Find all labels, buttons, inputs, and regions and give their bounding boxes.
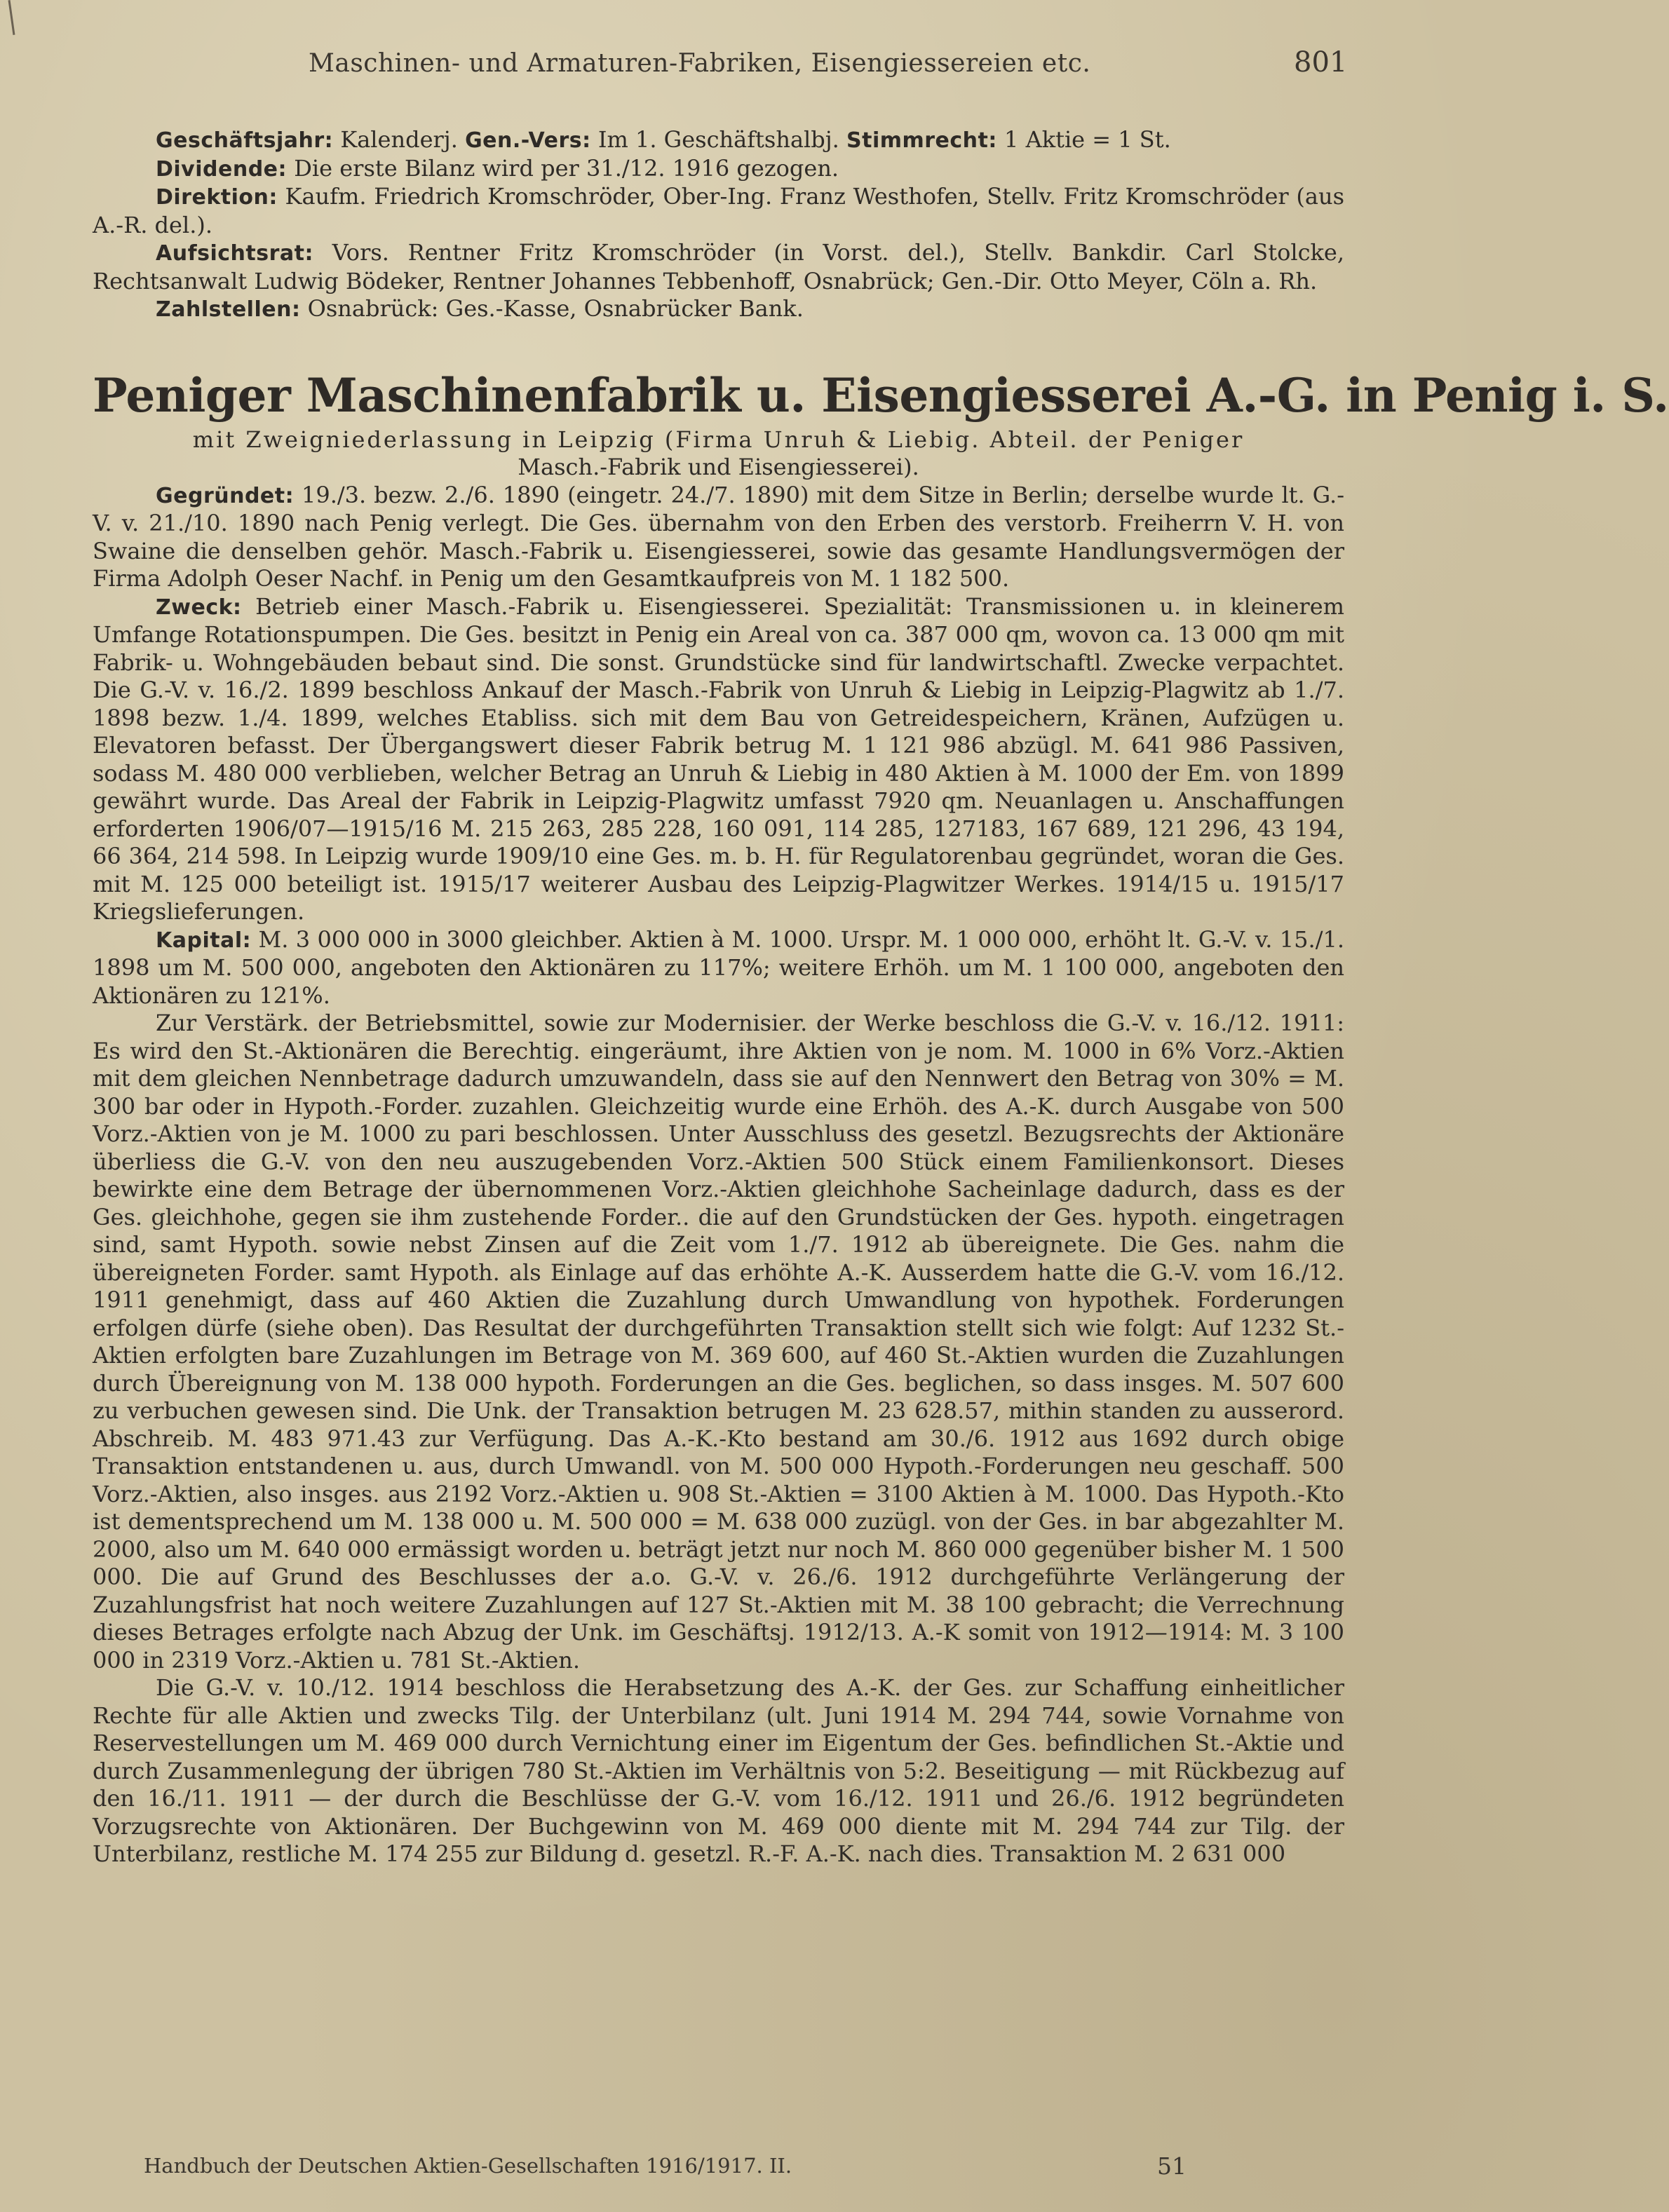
genvers-value: Im 1. Geschäftshalbj. xyxy=(590,126,846,153)
kapital-label: Kapital: xyxy=(156,928,252,953)
scan-edge-mark xyxy=(8,0,15,35)
sheet-signature: 51 xyxy=(1157,2152,1187,2180)
kapital-value: M. 3 000 000 in 3000 gleichber. Aktien à M. 1000. Urspr. M. 1 000 000, erhöht lt. G.-V. v. 15./1. 1898 um M. 500 000, angeboten den Aktionären zu 117%; weitere Erhöh. um M. 1 100 000, angeboten den Aktionären zu 121%. xyxy=(93,925,1344,1009)
zahlstellen-label: Zahlstellen: xyxy=(156,297,301,322)
page-number: 801 xyxy=(1294,46,1348,79)
company-subtitle-line2: Masch.-Fabrik und Eisengiesserei). xyxy=(518,454,919,480)
genvers-label: Gen.-Vers: xyxy=(465,128,591,153)
gegruendet-value: 19./3. bezw. 2./6. 1890 (eingetr. 24./7. 1890) mit dem Sitze in Berlin; derselbe wurde lt. G.-V. v. 21./10. 1890 nach Penig verlegt. Die Ges. übernahm von den Erben des verstorb. Freiherrn V. H. von Swaine die denselben gehör. Masch.-Fabrik u. Eisengiesserei, sowie das gesamte Handlungsvermögen der Firma Adolph Oeser Nachf. in Penig um den Gesamtkaufpreis von M. 1 182 500. xyxy=(93,481,1344,592)
zweck-label: Zweck: xyxy=(156,595,242,620)
dividende-value: Die erste Bilanz wird per 31./12. 1916 gezogen. xyxy=(287,154,839,182)
company-title: Peniger Maschinenfabrik u. Eisengiesserei A.-G. in Penig i. S. xyxy=(93,367,1669,423)
geschaeftsjahr-line xyxy=(93,126,1344,155)
direktion-label: Direktion: xyxy=(156,185,278,210)
zweck-paragraph xyxy=(93,593,1344,926)
direktion-value: Kaufm. Friedrich Kromschröder, Ober-Ing. Franz Westhofen, Stellv. Fritz Kromschröder (aus A.-R. del.). xyxy=(93,183,1344,238)
kapital-paragraph xyxy=(93,926,1344,1010)
page-body xyxy=(93,126,1669,1868)
zahlstellen-line xyxy=(93,295,1344,324)
aufsichtsrat-paragraph xyxy=(93,239,1344,295)
stimmrecht-label: Stimmrecht: xyxy=(846,128,997,153)
gegruendet-label: Gegründet: xyxy=(156,483,295,508)
aufsichtsrat-label: Aufsichtsrat: xyxy=(156,241,313,266)
company-subtitle-line1: mit Zweigniederlassung in Leipzig (Firma Unruh & Liebig. Abteil. der Peniger xyxy=(192,426,1245,453)
dividende-line xyxy=(93,155,1344,184)
herabsetzung-paragraph: Die G.-V. v. 10./12. 1914 beschloss die Herabsetzung des A.-K. der Ges. zur Schaffung einheitlicher Rechte für alle Aktien und zwecks Tilg. der Unterbilanz (ult. Juni 1914 M. 294 744, sowie Vornahme von Reservestellungen um M. 469 000 durch Vernichtung einer im Eigentum der Ges. befindlichen St.-Aktie und durch Zusammenlegung der übrigen 780 St.-Aktien im Verhältnis von 5:2. Beseitigung — mit Rückbezug auf den 16./11. 1911 — der durch die Beschlüsse der G.-V. vom 16./12. 1911 und 26./6. 1912 begründeten Vorzugsrechte von Aktionären. Der Buchgewinn von M. 469 000 diente mit M. 294 744 zur Tilg. der Unterbilanz, restliche M. 174 255 zur Bildung d. gesetzl. R.-F. A.-K. nach dies. Transaktion M. 2 631 000 xyxy=(93,1674,1344,1867)
stimmrecht-value: 1 Aktie = 1 St. xyxy=(996,126,1171,153)
gegruendet-paragraph xyxy=(93,482,1344,593)
geschaeftsjahr-label: Geschäftsjahr: xyxy=(156,128,334,153)
aufsichtsrat-value: Vors. Rentner Fritz Kromschröder (in Vorst. del.), Stellv. Bankdir. Carl Stolcke, Rechtsanwalt Ludwig Bödeker, Rentner Johannes Tebbenhoff, Osnabrück; Gen.-Dir. Otto Meyer, Cöln a. Rh. xyxy=(93,239,1344,294)
zahlstellen-value: Osnabrück: Ges.-Kasse, Osnabrücker Bank. xyxy=(300,295,804,322)
dividende-label: Dividende: xyxy=(156,156,288,182)
page-footer: Handbuch der Deutschen Aktien-Gesellschaften 1916/1917. II. xyxy=(144,2154,792,2178)
running-header: Maschinen- und Armaturen-Fabriken, Eisengiessereien etc. xyxy=(309,49,1091,78)
zweck-value: Betrieb einer Masch.-Fabrik u. Eisengiesserei. Spezialität: Transmissionen u. in kleinerem Umfange Rotationspumpen. Die Ges. besitzt in Penig ein Areal von ca. 387 000 qm, wovon ca. 13 000 qm mit Fabrik- u. Wohngebäuden bebaut sind. Die sonst. Grundstücke sind für landwirtschaftl. Zwecke verpachtet. Die G.-V. v. 16./2. 1899 beschloss Ankauf der Masch.-Fabrik von Unruh & Liebig in Leipzig-Plagwitz ab 1./7. 1898 bezw. 1./4. 1899, welches Etabliss. sich mit dem Bau von Getreidespeichern, Kränen, Aufzügen u. Elevatoren befasst. Der Übergangswert dieser Fabrik betrug M. 1 121 986 abzügl. M. 641 986 Passiven, sodass M. 480 000 verblieben, welcher Betrag an Unruh & Liebig in 480 Aktien à M. 1000 der Em. von 1899 gewährt wurde. Das Areal der Fabrik in Leipzig-Plagwitz umfasst 7920 qm. Neuanlagen u. Anschaffungen erforderten 1906/07—1915/16 M. 215 263, 285 228, 160 091, 114 285, 127183, 167 689, 121 296, 43 194, 66 364, 214 598. In Leipzig wurde 1909/10 eine Ges. m. b. H. für Regulatorenbau gegründet, woran die Ges. mit M. 125 000 beteiligt ist. 1915/17 weiterer Ausbau des Leipzig-Plagwitzer Werkes. 1914/15 u. 1915/17 Kriegslieferungen. xyxy=(93,592,1344,925)
geschaeftsjahr-value: Kalenderj. xyxy=(333,126,466,153)
direktion-paragraph xyxy=(93,183,1344,239)
verstaerkung-paragraph: Zur Verstärk. der Betriebsmittel, sowie zur Modernisier. der Werke beschloss die G.-V. v. 16./12. 1911: Es wird den St.-Aktionären die Berechtig. eingeräumt, ihre Aktien von je nom. M. 1000 in 6% Vorz.-Aktien mit dem gleichen Nennbetrage dadurch umzuwandeln, dass sie auf den Nennwert den Betrag von 30% = M. 300 bar oder in Hypoth.-Forder. zuzahlen. Gleichzeitig wurde eine Erhöh. des A.-K. durch Ausgabe von 500 Vorz.-Aktien von je M. 1000 zu pari beschlossen. Unter Ausschluss des gesetzl. Bezugsrechts der Aktionäre überliess die G.-V. von den neu auszugebenden Vorz.-Aktien 500 Stück einem Familienkonsort. Dieses bewirkte eine dem Betrage der übernommenen Vorz.-Aktien gleichhohe Sacheinlage dadurch, dass es der Ges. gleichhohe, gegen sie ihm zustehende Forder.. die auf den Grundstücken der Ges. hypoth. eingetragen sind, samt Hypoth. sowie nebst Zinsen auf die Zeit vom 1./7. 1912 ab übereignete. Die Ges. nahm die übereigneten Forder. samt Hypoth. als Einlage auf das erhöhte A.-K. Ausserdem hatte die G.-V. vom 16./12. 1911 genehmigt, dass auf 460 Aktien die Zuzahlung durch Umwandlung von hypothek. Forderungen erfolgen dürfe (siehe oben). Das Resultat der durchgeführten Transaktion stellt sich wie folgt: Auf 1232 St.-Aktien erfolgten bare Zuzahlungen im Betrage von M. 369 600, auf 460 St.-Aktien wurden die Zuzahlungen durch Übereignung von M. 138 000 hypoth. Forderungen an die Ges. beglichen, so dass insges. M. 507 600 zu verbuchen gewesen sind. Die Unk. der Transaktion betrugen M. 23 628.57, mithin standen zu ausserord. Abschreib. M. 483 971.43 zur Verfügung. Das A.-K.-Kto bestand am 30./6. 1912 aus 1692 durch obige Transaktion entstandenen u. aus, durch Umwandl. von M. 500 000 Hypoth.-Forderungen neu geschaff. 500 Vorz.-Aktien, also insges. aus 2192 Vorz.-Aktien u. 908 St.-Aktien = 3100 Aktien à M. 1000. Das Hypoth.-Kto ist dementsprechend um M. 138 000 u. M. 500 000 = M. 638 000 zuzügl. von der Ges. in bar abgezahlter M. 2000, also um M. 640 000 ermässigt worden u. beträgt jetzt nur noch M. 860 000 gegenüber bisher M. 1 500 000. Die auf Grund des Beschlusses der a.o. G.-V. v. 26./6. 1912 durchgeführte Verlängerung der Zuzahlungsfrist hat noch weitere Zuzahlungen auf 127 St.-Aktien mit M. 38 100 gebracht; die Verrechnung dieses Betrages erfolgte nach Abzug der Unk. im Geschäftsj. 1912/13. A.-K somit von 1912—1914: M. 3 100 000 in 2319 Vorz.-Aktien u. 781 St.-Aktien. xyxy=(93,1010,1344,1674)
